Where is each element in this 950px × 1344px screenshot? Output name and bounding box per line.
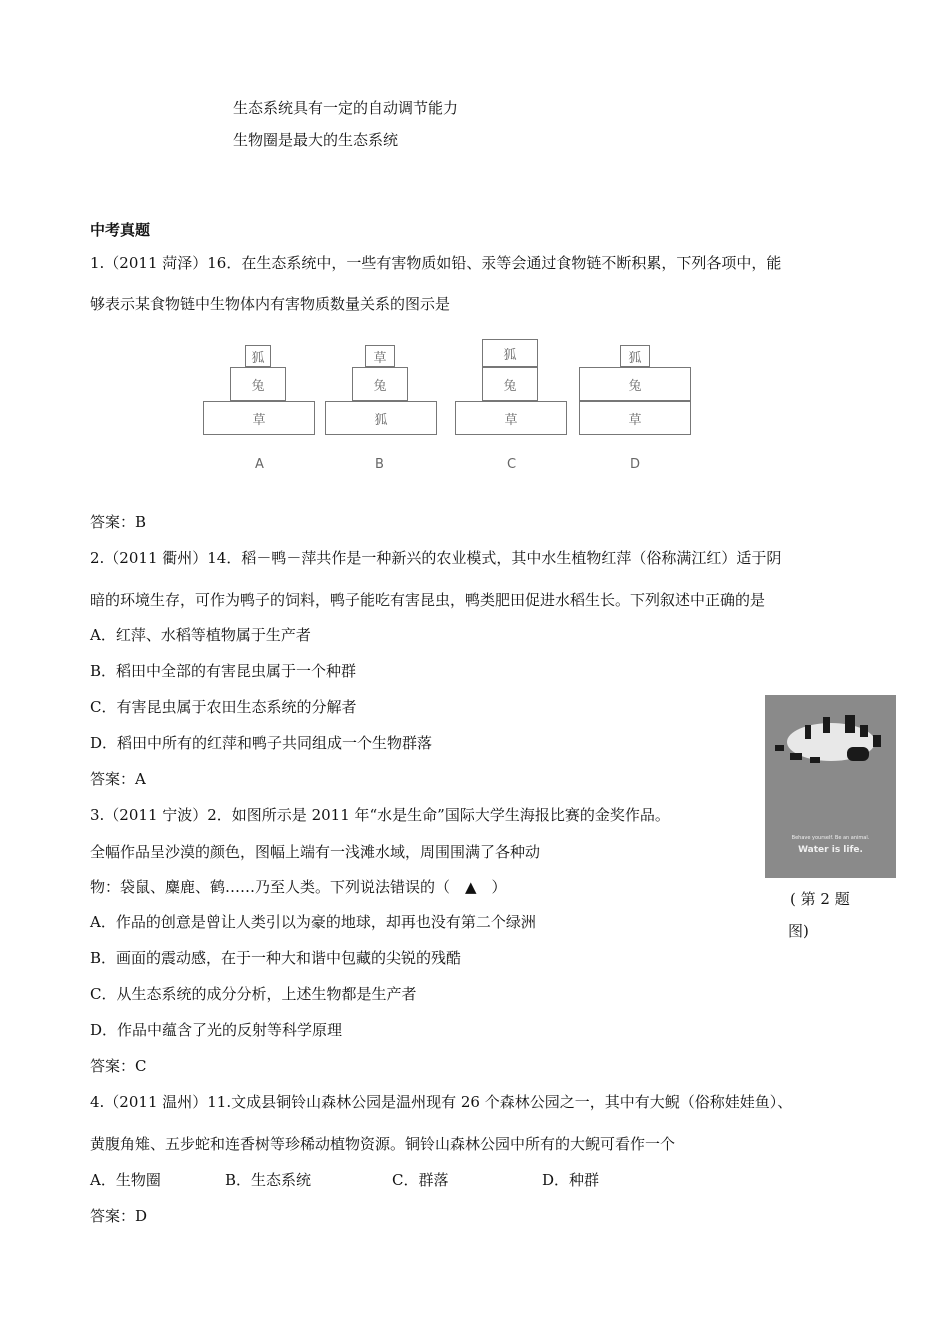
q2-option-b: B．稻田中全部的有害昆虫属于一个种群 [90, 662, 357, 680]
poster-animal [860, 725, 868, 737]
fig-b-top: 草 [365, 345, 395, 367]
q1-line-1: 1.（2011 菏泽）16．在生态系统中，一些有害物质如铅、汞等会通过食物链不断积累，下列各项中，能 [90, 254, 782, 272]
fig-a-mid: 兔 [230, 367, 286, 401]
q3-option-b: B．画面的震动感，在于一种大和谐中包藏的尖锐的残酷 [90, 949, 462, 967]
fig-a-label: A [255, 457, 264, 472]
section-title: 中考真题 [90, 221, 151, 239]
figure-caption-line-2: 图) [788, 922, 809, 940]
q4-line-2: 黄腹角雉、五步蛇和连香树等珍稀动植物资源。铜铃山森林公园中所有的大鲵可看作一个 [90, 1135, 676, 1153]
fig-b-mid: 兔 [352, 367, 408, 401]
fig-c-top: 狐 [482, 339, 538, 367]
q4-option-d: D．种群 [542, 1171, 600, 1189]
fig-c-bottom: 草 [455, 401, 567, 435]
poster-image [765, 695, 896, 878]
poster-animal [847, 747, 869, 761]
q2-line-1: 2.（2011 衢州）14．稻－鸭－萍共作是一种新兴的农业模式，其中水生植物红萍（俗称满江红）适于阴 [90, 549, 782, 567]
food-chain-figure [195, 335, 710, 480]
poster-small-text: Behave yourself. Be an animal. [791, 835, 870, 841]
fig-a-top: 狐 [245, 345, 271, 367]
q4-line-1: 4.（2011 温州）11.文成县铜铃山森林公园是温州现有 26 个森林公园之一，其中有大鲵（俗称娃娃鱼）、 [90, 1093, 793, 1111]
q1-answer: 答案：B [90, 513, 147, 531]
fig-d-bottom: 草 [579, 401, 691, 435]
intro-line-2: 生物圈是最大的生态系统 [233, 131, 399, 149]
poster-animal [810, 757, 820, 763]
fig-a-bottom: 草 [203, 401, 315, 435]
poster-animal [805, 725, 811, 739]
q3-line-2: 全幅作品呈沙漠的颜色，图幅上端有一浅滩水域，周围围满了各种动 [90, 843, 541, 861]
q3-option-d: D．作品中蕴含了光的反射等科学原理 [90, 1021, 343, 1039]
q4-answer: 答案：D [90, 1207, 148, 1225]
poster-animal [790, 753, 802, 760]
fig-d-mid: 兔 [579, 367, 691, 401]
fig-c-label: C [507, 457, 517, 472]
q3-option-c: C．从生态系统的成分分析，上述生物都是生产者 [90, 985, 417, 1003]
fig-b-bottom: 狐 [325, 401, 437, 435]
q4-option-b: B．生态系统 [225, 1171, 312, 1189]
q4-option-c: C．群落 [392, 1171, 449, 1189]
q2-answer: 答案：A [90, 770, 146, 788]
q2-option-c: C．有害昆虫属于农田生态系统的分解者 [90, 698, 357, 716]
q3-line-1: 3.（2011 宁波）2．如图所示是 2011 年“水是生命”国际大学生海报比赛的金奖作品。 [90, 806, 670, 824]
intro-line-1: 生态系统具有一定的自动调节能力 [233, 99, 459, 117]
figure-caption-line-1: ( 第 2 题 [790, 890, 850, 908]
q3-option-a: A．作品的创意是曾让人类引以为豪的地球，却再也没有第二个绿洲 [90, 913, 536, 931]
poster-title-text: Water is life. [798, 845, 863, 855]
q1-line-2: 够表示某食物链中生物体内有害物质数量关系的图示是 [90, 295, 451, 313]
q2-option-d: D．稻田中所有的红萍和鸭子共同组成一个生物群落 [90, 734, 433, 752]
q3-answer: 答案：C [90, 1057, 147, 1075]
poster-animal [873, 735, 881, 747]
fig-c-mid: 兔 [482, 367, 538, 401]
q2-line-2: 暗的环境生存，可作为鸭子的饲料，鸭子能吃有害昆虫，鸭类肥田促进水稻生长。下列叙述中正确的是 [90, 591, 766, 609]
fig-d-label: D [630, 457, 641, 472]
fig-b-label: B [375, 457, 384, 472]
poster-animal [823, 717, 830, 733]
q2-option-a: A．红萍、水稻等植物属于生产者 [90, 626, 311, 644]
poster-animal [845, 715, 855, 733]
fig-d-top: 狐 [620, 345, 650, 367]
poster-animal [775, 745, 784, 751]
q3-line-3: 物：袋鼠、麋鹿、鹤……乃至人类。下列说法错误的（ ▲ ） [90, 878, 507, 896]
q4-option-a: A．生物圈 [90, 1171, 161, 1189]
